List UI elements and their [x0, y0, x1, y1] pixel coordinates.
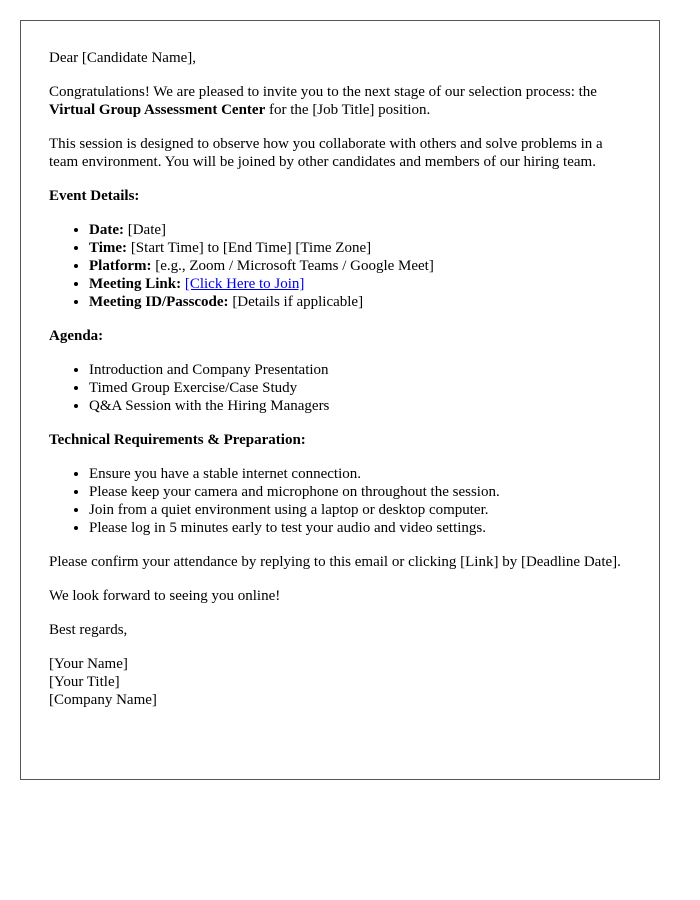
- join-meeting-link[interactable]: [Click Here to Join]: [184, 276, 305, 292]
- technical-list: [49, 465, 631, 537]
- list-item: • Q&A Session with the Hiring Managers: [89, 397, 631, 415]
- detail-label-time: Time:: [89, 240, 128, 256]
- intro-paragraph: [49, 83, 631, 119]
- detail-value-time: [Start Time] to [End Time] [Time Zone]: [127, 240, 372, 256]
- list-item: • Please log in 5 minutes early to test your audio and video settings.: [89, 519, 631, 537]
- letter-body: [20, 20, 660, 780]
- salutation: Dear [Candidate Name],: [49, 50, 197, 66]
- signature-company: [Company Name]: [49, 692, 157, 708]
- description-paragraph: This session is designed to observe how you collaborate with others and solve problems in a team environment. You will be joined by other candidates and members of our hiring team.: [49, 136, 603, 170]
- intro-text-start: Congratulations! We are pleased to invite you to the next stage of our selection process: the: [49, 84, 597, 100]
- list-item: • Ensure you have a stable internet connection.: [89, 465, 631, 483]
- detail-label-meeting-link: Meeting Link:: [89, 276, 182, 292]
- agenda-heading: Agenda:: [49, 328, 104, 344]
- list-item: • Join from a quiet environment using a laptop or desktop computer.: [89, 501, 631, 519]
- event-details-list: [49, 221, 631, 311]
- signature-title: [Your Title]: [49, 674, 120, 690]
- detail-value-meeting-id: [Details if applicable]: [228, 294, 364, 310]
- closing-line: We look forward to seeing you online!: [49, 588, 281, 604]
- detail-label-date: Date:: [89, 222, 124, 238]
- list-item: • Please keep your camera and microphone on throughout the session.: [89, 483, 631, 501]
- signature-name: [Your Name]: [49, 656, 128, 672]
- list-item: [89, 239, 631, 257]
- signature-block: [49, 655, 631, 709]
- confirm-paragraph: Please confirm your attendance by replying to this email or clicking [Link] by [Deadline Date].: [49, 554, 621, 570]
- list-item: • Introduction and Company Presentation: [89, 361, 631, 379]
- list-item: [89, 275, 631, 293]
- sign-off: Best regards,: [49, 622, 128, 638]
- technical-heading: Technical Requirements & Preparation:: [49, 432, 306, 448]
- list-item: [89, 257, 631, 275]
- detail-value-platform: [e.g., Zoom / Microsoft Teams / Google Meet]: [151, 258, 434, 274]
- detail-label-platform: Platform:: [89, 258, 152, 274]
- list-item: • Timed Group Exercise/Case Study: [89, 379, 631, 397]
- list-item: [89, 221, 631, 239]
- list-item: [89, 293, 631, 311]
- agenda-list: [49, 361, 631, 415]
- assessment-name: Virtual Group Assessment Center: [49, 102, 266, 118]
- detail-value-date: [Date]: [123, 222, 167, 238]
- intro-text-end: for the [Job Title] position.: [265, 102, 431, 118]
- event-details-heading: Event Details:: [49, 188, 140, 204]
- detail-label-meeting-id: Meeting ID/Passcode:: [89, 294, 229, 310]
